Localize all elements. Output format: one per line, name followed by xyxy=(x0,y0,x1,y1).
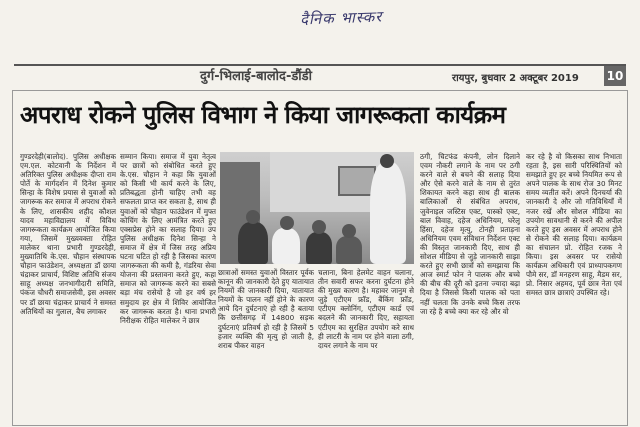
article-column-4: चलाना, बिना हेलमेट वाहन चलाना, तीन सवारी सफर करना दुर्घटना होने की मुख्य कारण है। महावर जानुम से जुड़े एटीएम फ्रॉड, बैंकिंग फ्रॉड, एटीएम क्लोनिंग, एटीएम कार्ड एवं बदलने की जानकारी दिए, सहायता एटीएम का सुरक्षित उपयोग करे साथ ही लाटरी के नाम पर होने वाला ठगी, दायर लगाने के नाम पर xyxy=(318,268,414,350)
article-headline: अपराध रोकने पुलिस विभाग ने किया जागरूकता कार्यक्रम xyxy=(20,101,506,129)
photo-person xyxy=(238,222,268,264)
photo-person-head xyxy=(246,210,260,224)
article-column-5: ठगी, चिटफंड कंपनी, लोन दिलाने एवम नौकरी लगाने के नाम पर ठगी करने वाले से बचने की सलाह दिया और ऐसे करने वाले के नाम से तुरंत शिकायत करने कहा साथ ही बालक बालिकाओं से संबंधित अपराध, जुवेनाइल जस्टिस एक्ट, पास्को एक्ट, बाल विवाह, दहेज अधिनियम, घरेलू हिंसा, दहेज मृत्यु, टोनही प्रताड़ना अधिनियम एवम संविधान निर्देशन एक्ट की विस्तृत जानकारी दिए, साथ ही सोशल मीडिया से जुड़े जानकारी साझा करते हुए सभी छात्रों को समझाया कि आज स्मार्ट फोन ने पालक और बच्चे की बीच की दूरी को इतना ज्यादा बढ़ा दिया है जिससे किसी पालक को पता नहीं चलता कि उनके बच्चे किस तरफ जा रहे है बच्चे क्या कर रहे और वो xyxy=(420,152,520,316)
photo-person-head xyxy=(280,216,294,230)
dateline: रायपुर, बुधवार 2 अक्टूबर 2019 xyxy=(452,73,579,84)
article-column-2: सम्मान किया। समाज में युवा नेतृत्व पर छात्रों को संबोधित करते हुए के.एस. चौहान ने कहा कि युवाओं को किसी भी कार्य करने के लिए, प्रतिबद्धता होनी चाहिए तभी वह सफलता प्राप्त कर सकता है, साथ ही युवाओं को चौहान फाउंडेशन में मुफ्त कोचिंग के लिए आमंत्रित करते हुए एक्सप्रेस होने का सलाह दिया। उप पुलिस अधीक्षक दिनेश सिन्हा ने समाज में क्षेत्र में जिस तरह अप्रिय घटना घटित हो रही है जिसका कारण जागरूकता की कमी है, गंडरिया सेवा योजना की प्रस्तावना करते हुए, कहा समाज को जागरूक करने का सबसे बड़ा मंच रासेयो है जो हर वर्ष हर समुदाय हर क्षेत्र में शिविर आयोजित कर जागरूक करता है। थाना प्रभारी निरीक्षक रोहित मालेकर ने छात्र xyxy=(120,152,216,325)
edition-title: दुर्ग-भिलाई-बालोद-डौंडी xyxy=(200,69,312,84)
article-column-6: कर रहे है वो किसका साथ निभाता रहता है, इस सारी परिस्थितियों को समझाते हुए हर बच्चे नियमित रूप से अपने पालक के साथ रोज 30 मिनट समय व्यतीत करें। अपने दिनचर्या की जानकारी दे और जो गतिविधियाँ में नजर रखें और सोशल मीडिया का उपयोग सावधानी से करने की अपील करते हुए इस अवसर में अपराध होने से रोकने की सलाह दिया। कार्यक्रम का संचालन प्रो. रोहित रजक ने किया। इस अवसर पर रासेयो कार्यक्रम अधिकारी एवं प्राध्यापकगण पौमे सर, डॉ मनहरण साहू, मैडम सर, प्रो. निसार अहमद, पूर्व छात्र नेता एवं समस्त छात्र छात्राएं उपस्थित रहे। xyxy=(526,152,622,298)
photo-person xyxy=(336,236,362,264)
article-photo xyxy=(220,152,414,264)
photo-person xyxy=(272,228,300,264)
photo-person-head xyxy=(342,224,356,238)
photo-officer-head xyxy=(380,154,394,168)
photo-person xyxy=(306,232,332,264)
article-column-3: छात्राओं समस्त युवाओं विस्तार पूर्वक कानून की जानकारी देते हुए यातायात नियमों की जानकारी दिया, यातायात नियमों के पालन नहीं होने के कारण आये दिन दुर्घटनाएं हो रही है बताया कि छत्तीसगढ़ में 14800 सड़क दुर्घटनाएं प्रतिवर्ष हो रही है जिसमें 5 हजार व्यक्ति की मृत्यु हो जाती है, शराब पीकर वाहन xyxy=(218,268,314,350)
photo-police-officer xyxy=(370,162,406,264)
article-column-1: गुण्डरदेही(बालोद). पुलिस अधीक्षक एम.एल. कोटवानी के निर्देशन में अतिरिक्त पुलिस अधीक्षक दीप्ता राम पोर्ते के मार्गदर्शन में दिनेश कुमार सिन्हा के विशेष प्रयास से युवाओं को जागरूक कर समाज में अपराध रोकने के लिए, शासकीय शहीद कौशल यादव महाविद्यालय में विविध जागरूकता कार्यक्रम आयोजित किया गया, जिसमें मुख्यवक्ता रोहित मालेकर थाना प्रभारी गुण्डरदेही, मुख्यातिथि के.एस. चौहान संस्थापक चौहान फाउंडेशन, अध्यक्षता डॉ छाया चंद्राकर प्राचार्य, विशिष्ट अतिथि संजय साहू अध्यक्ष जनभागीदारी समिति, पंकज चौधरी समाजसेवी, इस अवसर पर डॉ छाया चंद्राकर प्राचार्य ने समस्त अतिथियों का गुलाल, बैच लगाकर xyxy=(20,152,116,316)
photo-person-head xyxy=(312,220,326,234)
page-number: 10 xyxy=(604,66,626,86)
handwritten-note: दैनिक भास्कर xyxy=(299,7,383,29)
